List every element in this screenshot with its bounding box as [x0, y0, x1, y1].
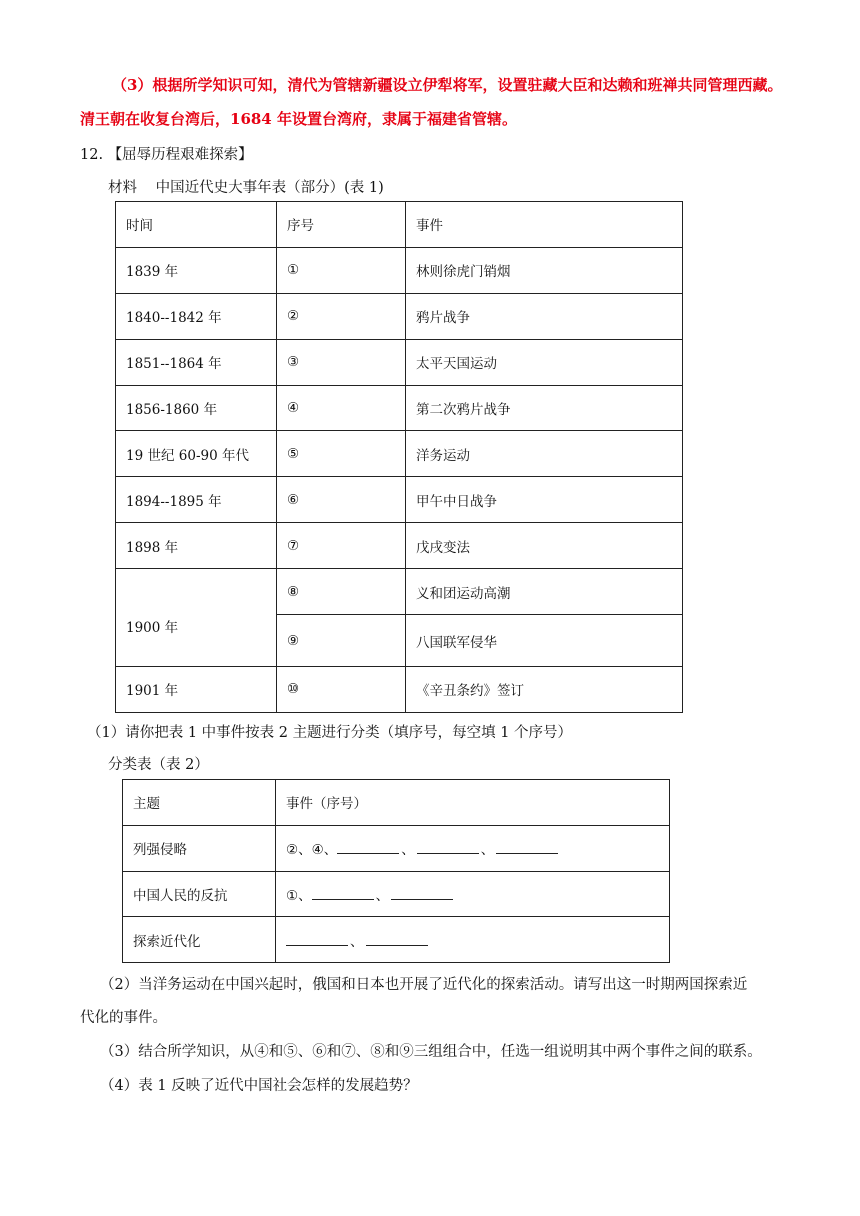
classification-table: [122, 779, 670, 963]
event-cell: 甲午中日战争: [406, 477, 683, 523]
time-cell: 1900 年: [116, 569, 277, 667]
answer-blank[interactable]: [496, 841, 558, 854]
event-cell: 戊戌变法: [406, 523, 683, 569]
table-row: [116, 385, 683, 431]
table-row: [123, 871, 670, 917]
separator: 、: [401, 842, 415, 859]
given-numbers: ①、: [286, 887, 312, 904]
theme-cell: 中国人民的反抗: [123, 871, 276, 917]
answer-line-1: （3）根据所学知识可知，清代为管辖新疆设立伊犁将军，设置驻藏大臣和达赖和班禅共同管理西藏。: [112, 76, 783, 94]
time-cell: 19 世纪 60-90 年代: [116, 431, 277, 477]
event-cell: 洋务运动: [406, 431, 683, 477]
number-cell: ①: [277, 247, 406, 293]
event-cell: 鸦片战争: [406, 293, 683, 339]
given-numbers: ②、④、: [286, 842, 338, 859]
event-cell: 太平天国运动: [406, 339, 683, 385]
answer-blank[interactable]: [391, 887, 453, 900]
table-row: [116, 293, 683, 339]
table-row: [123, 825, 670, 871]
table-row: [123, 917, 670, 963]
number-cell: ⑤: [277, 431, 406, 477]
time-cell: 1898 年: [116, 523, 277, 569]
question-heading: [80, 143, 253, 164]
event-cell: 第二次鸦片战争: [406, 385, 683, 431]
question-1: （1）请你把表 1 中事件按表 2 主题进行分类（填序号，每空填 1 个序号）: [87, 725, 573, 741]
event-cell: 义和团运动高潮: [406, 569, 683, 615]
header-events: 事件（序号）: [276, 780, 670, 826]
number-cell: ⑧: [277, 569, 406, 615]
material-caption-text: 中国近代史大事年表（部分）(表 1): [155, 180, 384, 196]
separator: 、: [375, 887, 390, 904]
table-row: [116, 569, 683, 615]
time-cell: 1856-1860 年: [116, 385, 277, 431]
answer-cell: [276, 825, 670, 871]
number-cell: ②: [277, 293, 406, 339]
answer-blank[interactable]: [417, 841, 479, 854]
answer-blank[interactable]: [312, 887, 374, 900]
answer-blank[interactable]: [366, 933, 428, 946]
time-cell: 1901 年: [116, 667, 277, 713]
event-cell: 《辛丑条约》签订: [406, 667, 683, 713]
time-cell: 1894--1895 年: [116, 477, 277, 523]
question-4: （4）表 1 反映了近代中国社会怎样的发展趋势？: [100, 1078, 418, 1094]
question-3: （3）结合所学知识，从④和⑤、⑥和⑦、⑧和⑨三组组合中，任选一组说明其中两个事件之间的联系。: [100, 1044, 762, 1060]
event-cell: 林则徐虎门销烟: [406, 247, 683, 293]
header-event: 事件: [406, 202, 683, 248]
answer-cell: [276, 871, 670, 917]
header-theme: 主题: [123, 780, 276, 826]
question-2-line-1: （2）当洋务运动在中国兴起时，俄国和日本也开展了近代化的探索活动。请写出这一时期两国探索近: [100, 977, 748, 993]
time-cell: 1851--1864 年: [116, 339, 277, 385]
answer-cell: [276, 917, 670, 963]
number-cell: ③: [277, 339, 406, 385]
number-cell: ⑩: [277, 667, 406, 713]
question-2-line-2: 代化的事件。: [80, 1010, 167, 1026]
timeline-table: [115, 201, 683, 713]
answer-blank[interactable]: [286, 933, 348, 946]
number-cell: ⑦: [277, 523, 406, 569]
separator: 、: [480, 842, 495, 859]
question-number: 12.: [80, 147, 104, 163]
material-caption: [108, 176, 384, 197]
header-time: 时间: [116, 202, 277, 248]
time-cell: 1839 年: [116, 247, 277, 293]
theme-cell: 列强侵略: [123, 825, 276, 871]
table-row: [116, 477, 683, 523]
answer-line-2: 清王朝在收复台湾后，1684 年设置台湾府，隶属于福建省管辖。: [80, 110, 517, 128]
table-row: [116, 667, 683, 713]
question-title: 【屈辱历程艰难探索】: [107, 147, 253, 163]
table2-caption: 分类表（表 2）: [108, 757, 209, 773]
material-label: 材料: [108, 180, 137, 196]
table-header-row: [116, 202, 683, 248]
table-row: [116, 431, 683, 477]
table-row: [116, 247, 683, 293]
header-number: 序号: [277, 202, 406, 248]
separator: 、: [350, 933, 364, 950]
number-cell: ⑨: [277, 615, 406, 667]
table-header-row: [123, 780, 670, 826]
table-row: [116, 523, 683, 569]
table-row: [116, 339, 683, 385]
answer-blank[interactable]: [337, 841, 399, 854]
number-cell: ⑥: [277, 477, 406, 523]
number-cell: ④: [277, 385, 406, 431]
event-cell: 八国联军侵华: [406, 615, 683, 667]
time-cell: 1840--1842 年: [116, 293, 277, 339]
theme-cell: 探索近代化: [123, 917, 276, 963]
